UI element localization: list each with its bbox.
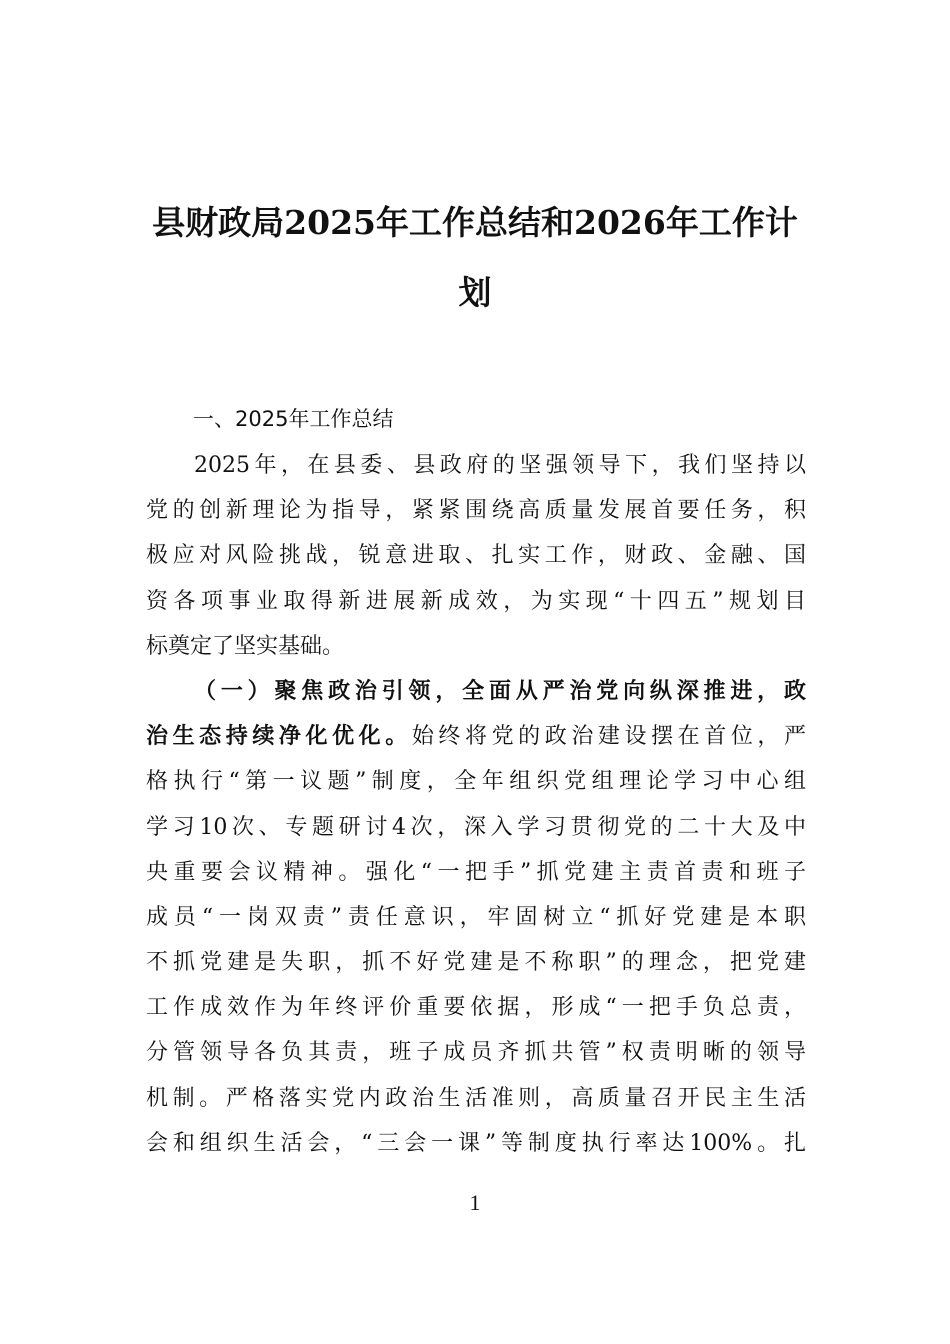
paragraph-2-line: 分管领导各负其责，班子成员齐抓共管”权责明晰的领导	[146, 1040, 806, 1066]
paragraph-1-line: 党的创新理论为指导，紧紧围绕高质量发展首要任务，积	[146, 498, 806, 524]
paragraph-2-line: 学习10次、专题研讨4次，深入学习贯彻党的二十大及中	[146, 814, 806, 840]
document-title	[120, 188, 830, 328]
paragraph-2-line: 工作成效作为年终评价重要依据，形成“一把手负总责，	[146, 995, 806, 1021]
paragraph-1-line: 2025年，在县委、县政府的坚强领导下，我们坚持以	[194, 453, 806, 478]
title-line-2: 划	[458, 273, 492, 312]
paragraph-1-line: 资各项事业取得新进展新成效，为实现“十四五”规划目	[146, 588, 806, 614]
paragraph-2-mixed-line	[146, 714, 806, 759]
section-heading: 一、2025年工作总结	[193, 407, 394, 431]
paragraph-2-line: 央重要会议精神。强化“一把手”抓党建主责首责和班子	[146, 859, 806, 885]
paragraph-1-line: 标奠定了坚实基础。	[146, 633, 345, 659]
paragraph-1-line: 极应对风险挑战，锐意进取、扎实工作，财政、金融、国	[146, 543, 806, 569]
paragraph-2-bold-heading: （一）聚焦政治引领，全面从严治党向纵深推进，政	[194, 677, 806, 704]
paragraph-2-line-rest: 始终将党的政治建设摆在首位，严	[411, 724, 806, 750]
title-line-1: 县财政局2025年工作总结和2026年工作计	[152, 203, 798, 242]
paragraph-2-line: 格执行“第一议题”制度，全年组织党组理论学习中心组	[146, 769, 806, 795]
paragraph-2-line: 成员“一岗双责”责任意识，牢固树立“抓好党建是本职	[146, 904, 806, 930]
paragraph-2-line: 不抓党建是失职，抓不好党建是不称职”的理念，把党建	[146, 950, 806, 976]
paragraph-2-line: 机制。严格落实党内政治生活准则，高质量召开民主生活	[146, 1085, 806, 1111]
paragraph-2-line: 会和组织生活会，“三会一课”等制度执行率达100%。扎	[146, 1130, 806, 1156]
paragraph-2-bold-heading-end: 治生态持续净化优化。	[146, 723, 412, 750]
document-body	[146, 443, 806, 1166]
page-number: 1	[469, 1190, 481, 1215]
